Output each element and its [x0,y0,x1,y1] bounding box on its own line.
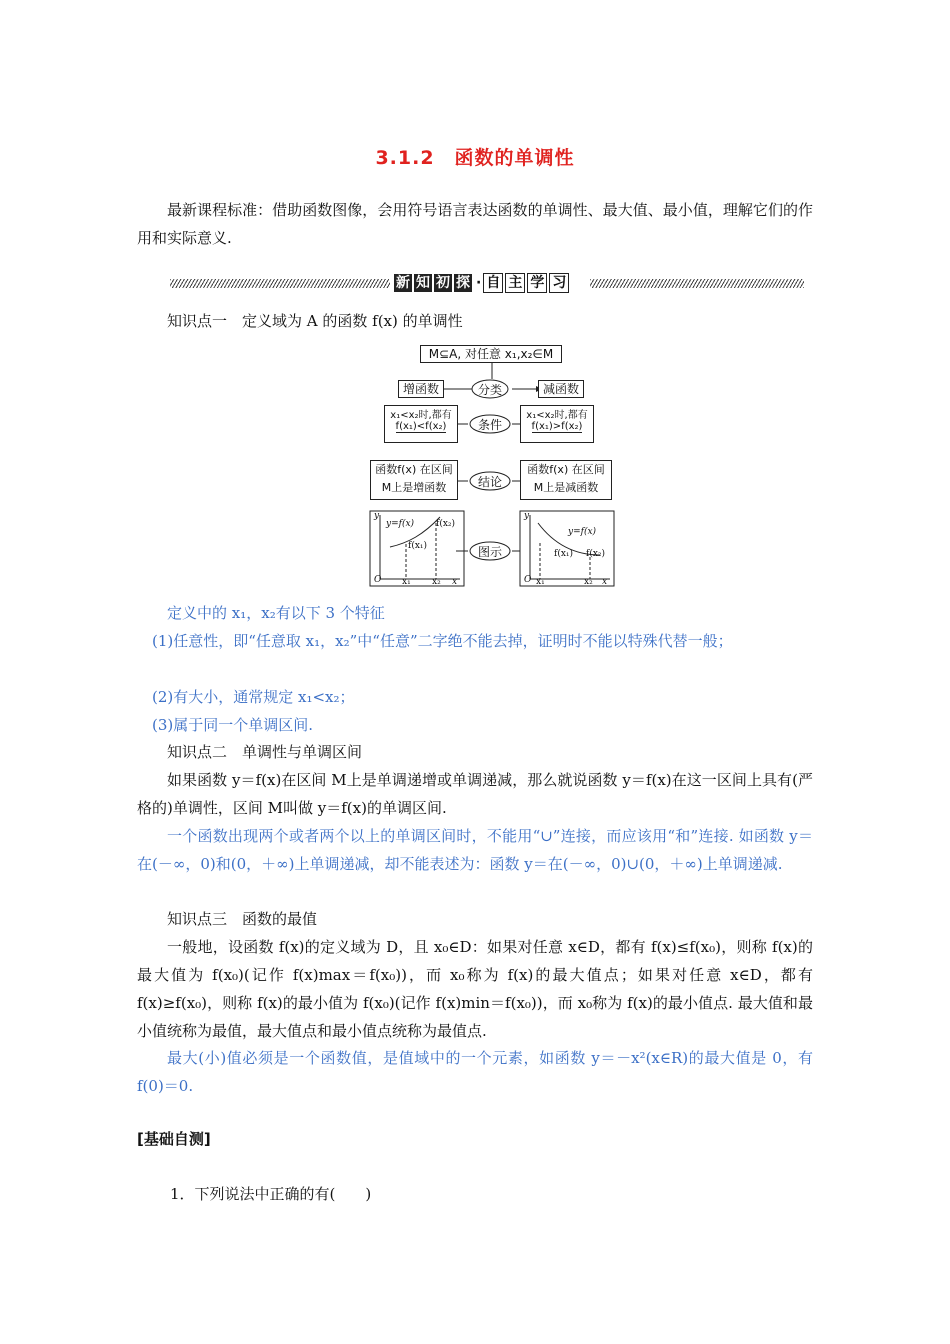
note3: 最大(小)值必须是一个函数值，是值域中的一个元素，如函数 y＝－x²(x∈R)的最大值是 0，有 f(0)＝0. [137,1049,813,1095]
banner-char: 新 [396,275,410,291]
left-graph-y: y [374,511,380,521]
increasing-condition-line1: x₁<x₂时,都有 [390,410,452,421]
decreasing-conclusion [520,460,612,500]
note2: 一个函数出现两个或者两个以上的单调区间时，不能用“∪”连接，而应该用“和”连接. 如函数 y＝在(－∞，0)和(0，＋∞)上单调递减，却不能表述为：函数 y＝在(－∞，0)∪(0，＋∞)上单调递减. [137,827,813,873]
left-graph-fx1: f(x₁) [408,541,428,551]
decreasing-conclusion-line1: 函数f(x) 在区间 [527,463,605,476]
right-graph-fx2: f(x₂) [586,549,606,559]
page-title: 3.1.2 函数的单调性 [375,147,575,169]
decreasing-condition [520,405,594,443]
left-graph-origin: O [374,575,382,585]
note1-item2: (2)有大小，通常规定 x₁<x₂； [152,688,355,706]
course-standard: 最新课程标准：借助函数图像，会用符号语言表达函数的单调性、最大值、最小值，理解它们的作用和实际意义. [137,201,813,247]
banner-hatch-left [170,279,390,288]
section-banner [170,272,804,294]
kp3-heading: 知识点三 函数的最值 [167,910,318,928]
right-graph-x1: x₁ [536,577,545,587]
left-graph-fx2: f(x₂) [436,519,456,529]
condition-label: 条件 [477,418,502,432]
note1-item1: (1)任意性，即“任意取 x₁，x₂”中“任意”二字绝不能去掉，证明时不能以特殊代替一般； [152,632,733,650]
banner-char: 主 [505,273,525,293]
increasing-label: 增函数 [398,380,444,398]
diagram-top-condition: M⊆A, 对任意 x₁,x₂∈M [420,345,562,363]
monotonicity-diagram [368,343,616,589]
graph-label: 图示 [477,545,502,559]
right-graph-x2: x₂ [584,577,593,587]
left-graph-x: x [452,577,458,587]
increasing-conclusion [370,460,458,500]
right-graph-y: y [524,511,530,521]
banner-char: 习 [549,273,569,293]
banner-char: 初 [436,275,450,291]
banner-char: 知 [416,275,430,291]
decreasing-label: 减函数 [538,380,584,398]
banner-char: 探 [456,275,470,291]
banner-label [394,272,571,294]
note1-item3: (3)属于同一个单调区间. [152,716,314,734]
left-graph-x2: x₂ [432,577,441,587]
increasing-conclusion-line2: M上是增函数 [381,481,447,494]
right-graph-fx1: f(x₁) [554,549,574,559]
decreasing-condition-line1: x₁<x₂时,都有 [526,410,588,421]
right-graph-eq: y=f(x) [568,527,597,537]
increasing-condition [384,405,458,443]
left-graph-eq: y=f(x) [386,519,415,529]
decreasing-condition-line2: f(x₁)>f(x₂) [531,421,583,432]
decreasing-conclusion-line2: M上是减函数 [533,481,599,494]
note1-heading: 定义中的 x₁，x₂有以下 3 个特征 [167,604,385,622]
kp2-body: 如果函数 y＝f(x)在区间 M上是单调递增或单调递减，那么就说函数 y＝f(x)在这一区间上具有(严格的)单调性，区间 M叫做 y＝f(x)的单调区间. [137,771,813,817]
banner-dot: · [476,275,482,291]
right-graph-origin: O [524,575,532,585]
kp2-heading: 知识点二 单调性与单调区间 [167,743,363,761]
left-graph-x1: x₁ [402,577,411,587]
kp3-body: 一般地，设函数 f(x)的定义域为 D，且 x₀∈D：如果对任意 x∈D，都有 f(x)≤f(x₀)，则称 f(x)的最大值为 f(x₀)(记作 f(x)max＝f(x₀))，而 x₀称为 f(x)的最大值点；如果对任意 x∈D，都有 f(x)≥f(x₀)，则称 f(x)的最小值为 f(x₀)(记作 f(x)min＝f(x₀))，而 x₀称为 f(x)的最小值点. 最大值和最小值统称为最值，最大值点和最小值点统称为最值点. [137,938,813,1040]
increasing-conclusion-line1: 函数f(x) 在区间 [375,463,453,476]
increasing-condition-line2: f(x₁)<f(x₂) [395,421,447,432]
banner-hatch-right [590,279,804,288]
classify-label: 分类 [477,383,502,397]
conclusion-label: 结论 [477,475,502,489]
kp1-heading: 知识点一 定义域为 A 的函数 f(x) 的单调性 [167,312,463,330]
banner-char: 自 [483,273,503,293]
section-heading: [基础自测] [137,1130,211,1148]
right-graph-x: x [602,577,608,587]
banner-char: 学 [527,273,547,293]
question-1: 1．下列说法中正确的有( ) [170,1185,372,1203]
